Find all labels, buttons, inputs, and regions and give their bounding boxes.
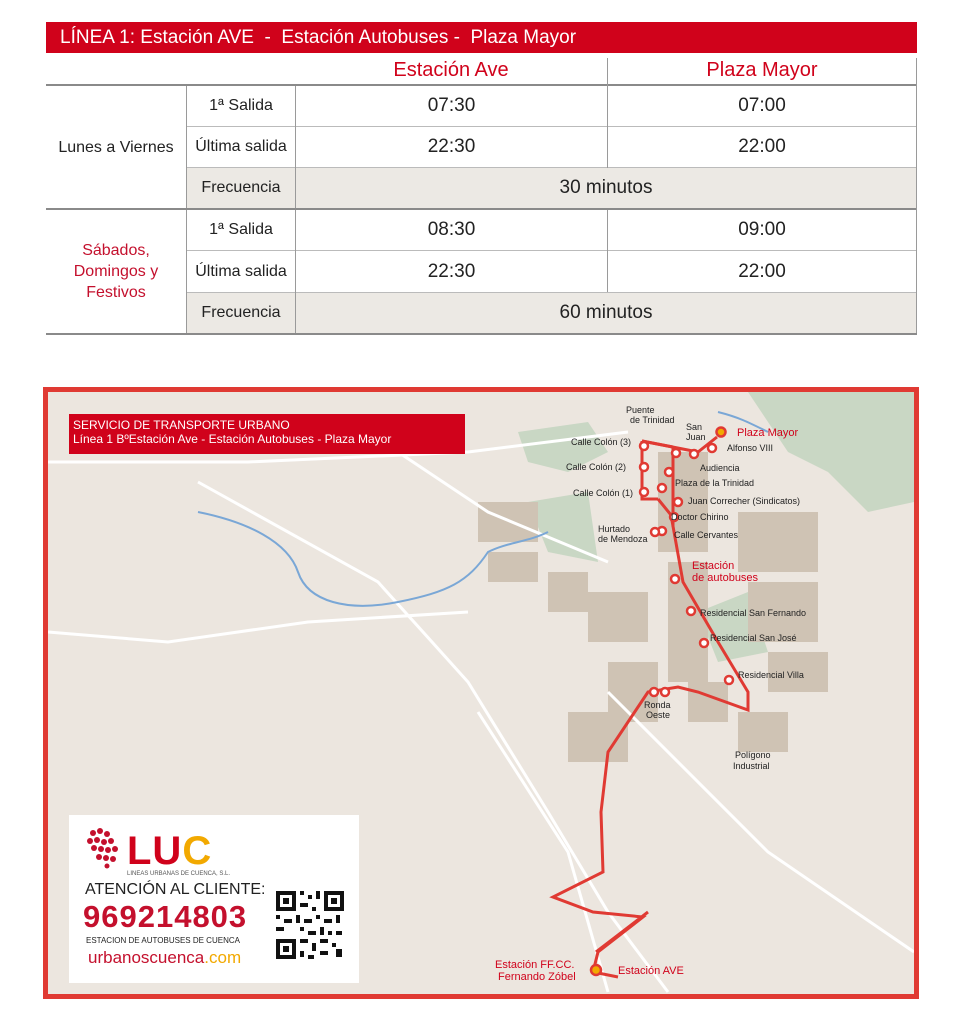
phone-number: 969214803 xyxy=(83,899,248,934)
weekday-last-plaza: 22:00 xyxy=(738,136,786,157)
label-san-juan: San xyxy=(686,422,703,432)
label-puente: Puente xyxy=(626,405,655,415)
label-juan-correcher: Juan Correcher (Sindicatos) xyxy=(688,496,801,506)
station-name: ESTACION DE AUTOBUSES DE CUENCA xyxy=(86,936,240,945)
weekend-last-plaza: 22:00 xyxy=(738,260,786,282)
weekday-label: Lunes a Viernes xyxy=(58,138,174,156)
weekend-label: Sábados, Domingos y Festivos xyxy=(73,242,159,301)
label-calle-cervantes: Calle Cervantes xyxy=(674,530,739,540)
luc-logo-icon xyxy=(85,827,125,871)
contact-panel xyxy=(69,815,359,983)
weekend-last-ave: 22:30 xyxy=(427,260,476,282)
label-ronda-oeste: Oeste xyxy=(646,710,671,720)
label-colon-3: Calle Colón (3) xyxy=(571,437,632,447)
label-estacion-autobuses: de autobuses xyxy=(692,572,759,584)
website-link[interactable]: urbanoscuenca.com xyxy=(88,948,242,967)
column-header-plaza-mayor: Plaza Mayor xyxy=(706,58,818,81)
brand-subtitle: LINEAS URBANAS DE CUENCA, S.L. xyxy=(127,871,231,877)
label-hurtado: Hurtado xyxy=(598,524,631,534)
customer-service-label: ATENCIÓN AL CLIENTE: xyxy=(85,881,266,898)
label-poligono: Industrial xyxy=(733,761,770,771)
weekday-frequency-value: 30 minutos xyxy=(296,168,916,208)
route-map xyxy=(43,387,919,999)
label-colon-2: Calle Colón (2) xyxy=(566,462,627,472)
green-area xyxy=(528,492,598,562)
weekday-frequency-label: Frecuencia xyxy=(187,168,295,208)
label-colon-1: Calle Colón (1) xyxy=(573,488,634,498)
label-res-villa: Residencial Villa xyxy=(738,670,804,680)
weekend-last-label: Última salida xyxy=(195,262,287,280)
qr-code-icon[interactable] xyxy=(274,889,346,961)
label-ffcc: Fernando Zóbel xyxy=(498,971,576,983)
label-estacion-autobuses: Estación xyxy=(692,560,735,572)
weekday-first-plaza: 07:00 xyxy=(738,95,786,116)
label-audiencia: Audiencia xyxy=(700,463,740,473)
line-title: LÍNEA 1: Estación AVE - Estación Autobuses - Plaza Mayor xyxy=(46,22,917,53)
label-doctor-chirino: Doctor Chirino xyxy=(671,512,729,522)
weekend-first-plaza: 09:00 xyxy=(738,219,786,240)
weekend-frequency-value: 60 minutos xyxy=(296,293,916,333)
label-ronda-oeste: Ronda xyxy=(644,700,671,710)
label-estacion-ave: Estación AVE xyxy=(618,965,684,977)
weekday-last-ave: 22:30 xyxy=(427,136,476,157)
label-hurtado: de Mendoza xyxy=(598,534,648,544)
label-plaza-mayor: Plaza Mayor xyxy=(737,427,799,439)
column-header-estacion-ave: Estación Ave xyxy=(393,58,509,81)
weekday-first-ave: 07:30 xyxy=(427,95,476,116)
weekend-first-label: 1ª Salida xyxy=(209,221,273,238)
weekend-first-ave: 08:30 xyxy=(427,219,476,240)
brand-logo: LUC xyxy=(127,829,213,873)
label-alfonso: Alfonso VIII xyxy=(727,443,774,453)
weekday-last-label: Última salida xyxy=(195,138,287,155)
weekend-frequency-label: Frecuencia xyxy=(187,293,295,333)
label-san-juan: Juan xyxy=(686,432,706,442)
label-ffcc: Estación FF.CC. xyxy=(495,959,575,971)
label-res-san-jose: Residencial San José xyxy=(710,633,797,643)
table-divider xyxy=(46,333,917,335)
label-poligono: Polígono xyxy=(735,750,771,760)
label-plaza-trinidad: Plaza de la Trinidad xyxy=(675,478,755,488)
label-puente: de Trinidad xyxy=(630,415,675,425)
map-heading: SERVICIO DE TRANSPORTE URBANO Línea 1 BºEstación Ave - Estación Autobuses - Plaza Mayor xyxy=(69,414,465,454)
weekday-first-label: 1ª Salida xyxy=(209,97,273,114)
label-res-san-fernando: Residencial San Fernando xyxy=(700,608,807,618)
